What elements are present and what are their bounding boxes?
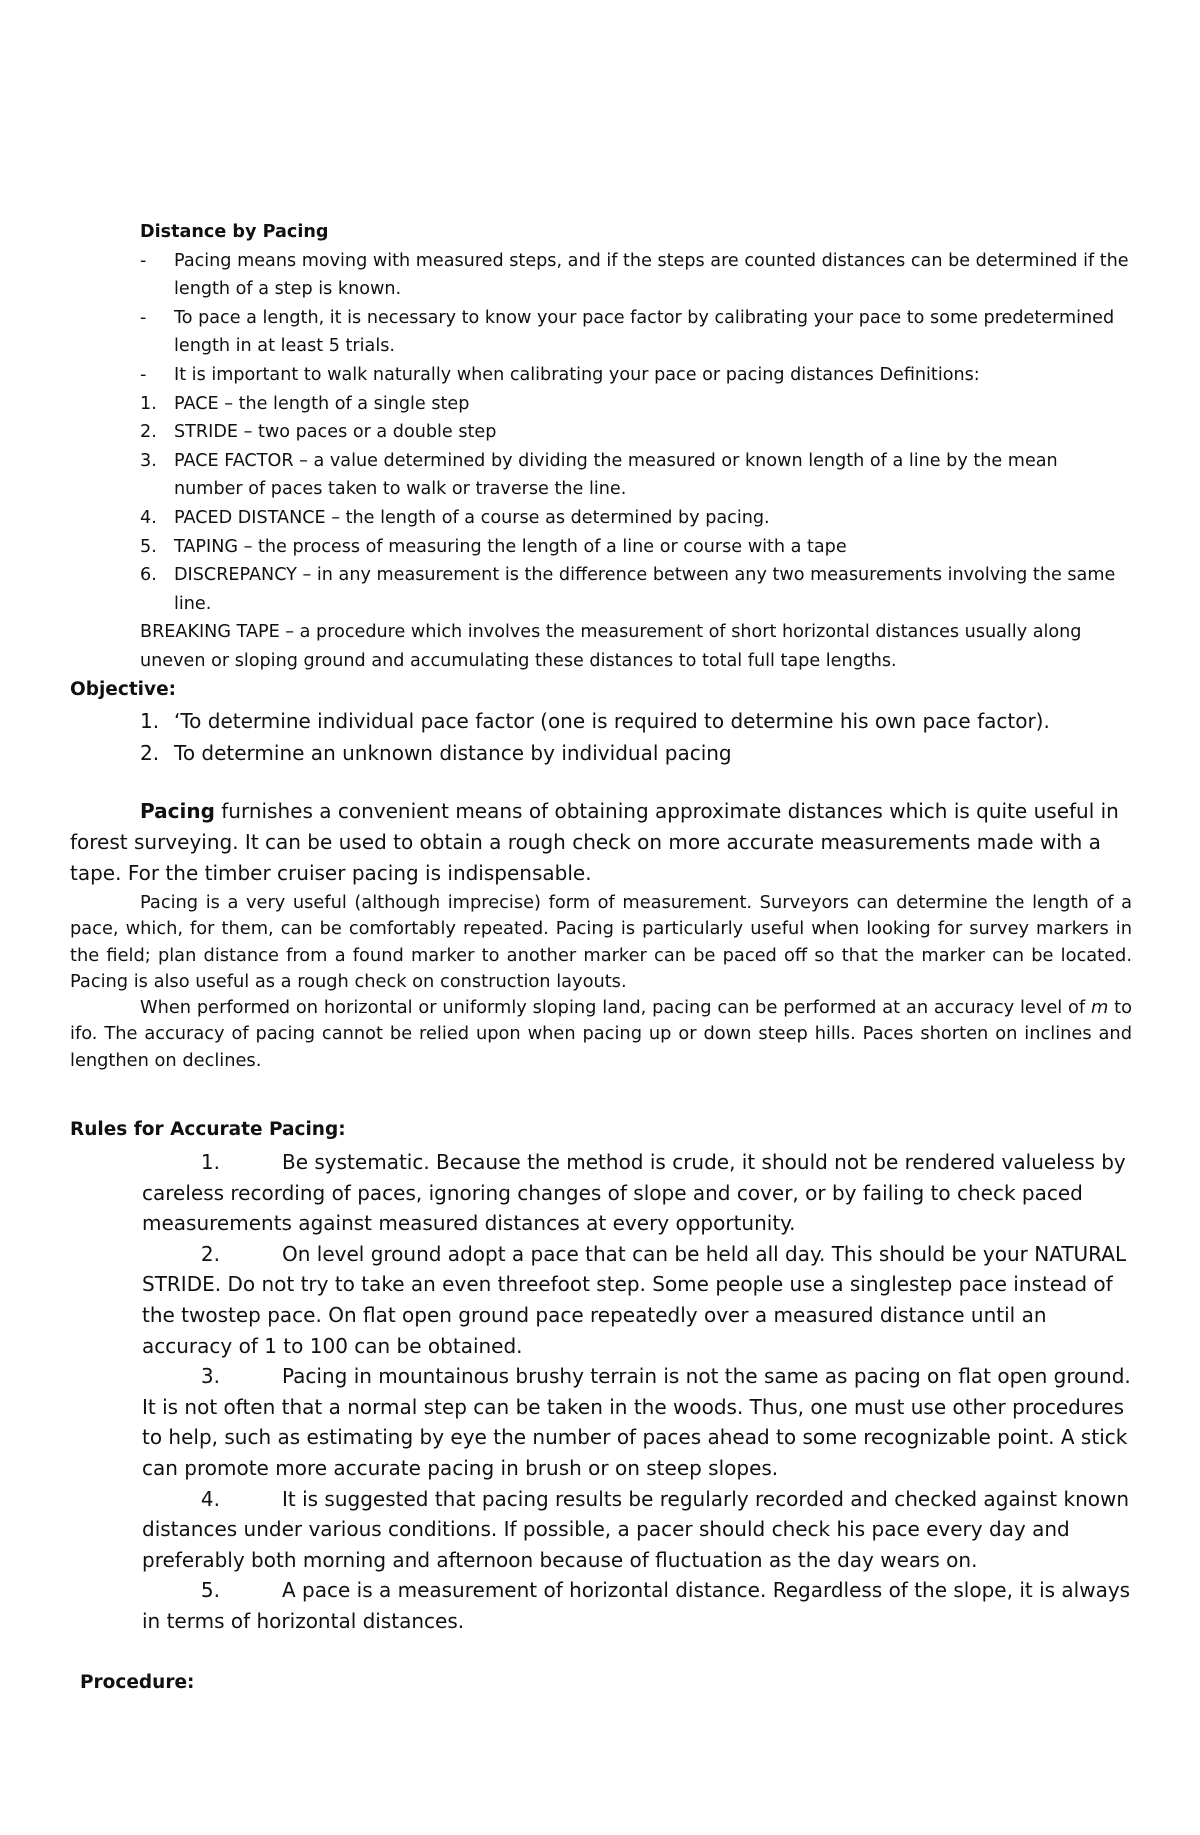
- definition-text: STRIDE – two paces or a double step: [174, 422, 497, 443]
- pacing-intro-paragraph: [70, 796, 1132, 890]
- bullet-item: [140, 304, 1130, 361]
- definition-text: TAPING – the process of measuring the length of a line or course with a tape: [174, 536, 847, 557]
- definition-item: [140, 561, 1130, 618]
- procedure-heading: Procedure:: [80, 1672, 195, 1693]
- rule-number: 5.: [200, 1578, 220, 1603]
- rule-text: A pace is a measurement of horizontal distance. Regardless of the slope, it is always in terms of horizontal distances.: [142, 1578, 1131, 1633]
- definition-text: PACE FACTOR – a value determined by dividing the measured or known length of a line by the mean number of paces taken to walk or traverse the line.: [174, 450, 1058, 500]
- bullet-text: It is important to walk naturally when calibrating your pace or pacing distances Definitions:: [174, 364, 980, 385]
- objective-text: To determine an unknown distance by individual pacing: [174, 740, 732, 765]
- rules-list: [142, 1147, 1132, 1637]
- definition-number: 3.: [140, 450, 157, 471]
- bullet-text: Pacing means moving with measured steps, and if the steps are counted distances can be determined if the length of a step is known.: [174, 250, 1129, 300]
- bullet-text: To pace a length, it is necessary to know your pace factor by calibrating your pace to some predetermined length in at least 5 trials.: [174, 307, 1115, 357]
- pacing-accuracy-paragraph: [70, 995, 1132, 1074]
- objective-number: 2.: [140, 740, 160, 765]
- rules-heading: Rules for Accurate Pacing:: [70, 1119, 346, 1140]
- rule-item: [142, 1484, 1132, 1576]
- bullet-item: [140, 247, 1130, 304]
- definition-item: [140, 418, 1130, 447]
- rule-number: 2.: [200, 1241, 220, 1266]
- rule-item: [142, 1361, 1132, 1483]
- definition-text: PACE – the length of a single step: [174, 393, 470, 414]
- bullet-marker: -: [140, 250, 147, 271]
- bullet-marker: -: [140, 364, 147, 385]
- accuracy-text-end: to ifo. The accuracy of pacing cannot be relied upon when pacing up or down steep hills. Paces shorten on inclines and lengthen on declines.: [70, 997, 1132, 1071]
- definition-number: 2.: [140, 422, 157, 443]
- objective-text: ‘To determine individual pace factor (one is required to determine his own pace factor).: [174, 709, 1050, 733]
- rule-text: It is suggested that pacing results be regularly recorded and checked against known distances under various conditions. If possible, a pacer should check his pace every day and preferably both morning and afternoon because of fluctuation as the day wears on.: [142, 1486, 1130, 1572]
- rule-item: [142, 1239, 1132, 1361]
- rule-number: 1.: [200, 1150, 220, 1174]
- definition-item: [140, 390, 1130, 419]
- definition-number: 1.: [140, 393, 157, 414]
- objective-heading: Objective:: [70, 679, 177, 700]
- distance-by-pacing-section: [140, 218, 1130, 676]
- pacing-usefulness-paragraph: Pacing is a very useful (although imprecise) form of measurement. Surveyors can determine the length of a pace, which, for them, can be comfortably repeated. Pacing is particularly useful when looking for survey markers in the field; plan distance from a found marker to another marker can be paced off so that the marker can be located. Pacing is also useful as a rough check on construction layouts.: [70, 892, 1132, 992]
- objective-number: 1.: [140, 709, 160, 733]
- definition-number: 6.: [140, 565, 157, 586]
- accuracy-symbol: m: [1091, 997, 1109, 1019]
- rule-item: [142, 1575, 1132, 1636]
- definition-number: 4.: [140, 507, 157, 528]
- definition-item: [140, 504, 1130, 533]
- definition-text: PACED DISTANCE – the length of a course as determined by pacing.: [174, 507, 770, 528]
- objective-item: [140, 738, 1130, 770]
- definition-item: [140, 447, 1130, 504]
- definition-item: [140, 533, 1130, 562]
- bullet-marker: -: [140, 307, 147, 328]
- rule-text: Be systematic. Because the method is crude, it should not be rendered valueless by careless recording of paces, ignoring changes of slope and cover, or by failing to check paced measurements against measured distances at every opportunity.: [142, 1150, 1126, 1236]
- rule-number: 4.: [200, 1486, 220, 1511]
- objective-item: [140, 706, 1130, 738]
- definition-number: 5.: [140, 536, 157, 557]
- pacing-lead-word: Pacing: [140, 799, 215, 823]
- bullet-item: [140, 361, 1130, 390]
- rule-text: On level ground adopt a pace that can be held all day. This should be your NATURAL STRIDE. Do not try to take an even threefoot step. Some people use a singlestep pace instead of the twostep pace. On flat open ground pace repeatedly over a measured distance until an accuracy of 1 to 100 can be obtained.: [142, 1241, 1127, 1358]
- pacing-intro-text: furnishes a convenient means of obtaining approximate distances which is quite useful in forest surveying. It can be used to obtain a rough check on more accurate measurements made with a tape. For the timber cruiser pacing is indispensable.: [70, 799, 1119, 886]
- pacing-details: [70, 890, 1132, 1074]
- rule-number: 3.: [200, 1364, 220, 1389]
- objective-list: [140, 706, 1130, 769]
- rule-text: Pacing in mountainous brushy terrain is not the same as pacing on flat open ground. It is not often that a normal step can be taken in the woods. Thus, one must use other procedures to help, such as estimating by eye the number of paces ahead to some recognizable point. A stick can promote more accurate pacing in brush or on steep slopes.: [142, 1364, 1131, 1480]
- section-title: Distance by Pacing: [140, 222, 329, 242]
- breaking-tape-definition: BREAKING TAPE – a procedure which involves the measurement of short horizontal distances usually along uneven or sloping ground and accumulating these distances to total full tape lengths.: [140, 622, 1082, 671]
- rule-item: [142, 1147, 1132, 1239]
- definition-text: DISCREPANCY – in any measurement is the difference between any two measurements involving the same line.: [174, 565, 1116, 614]
- accuracy-text-start: When performed on horizontal or uniformly sloping land, pacing can be performed at an accuracy level of: [140, 997, 1091, 1019]
